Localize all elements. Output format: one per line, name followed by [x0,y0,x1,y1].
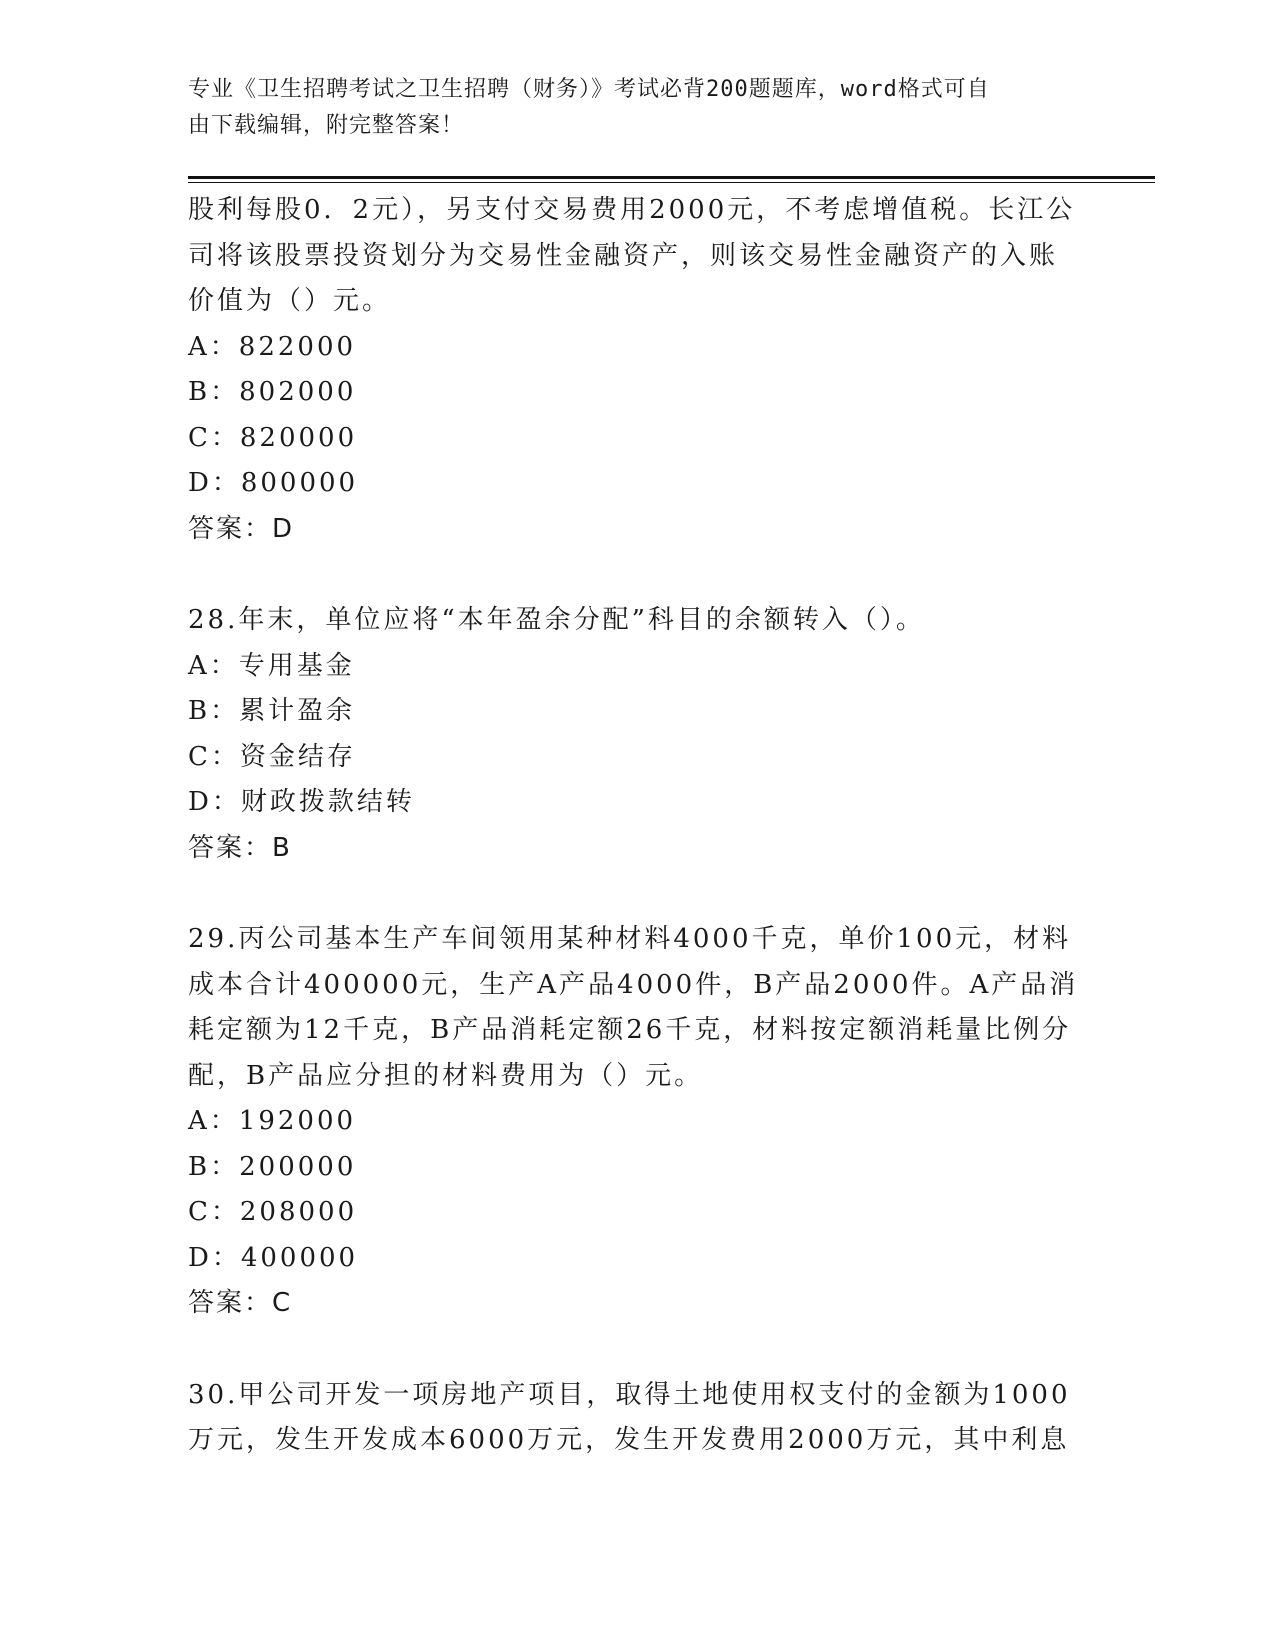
question-text-line: 司将该股票投资划分为交易性金融资产，则该交易性金融资产的入账 [188,240,1059,271]
answer-text: 答案：D [188,513,295,544]
question-text-line: 万元，发生开发成本6000万元，发生开发费用2000万元，其中利息 [188,1425,1070,1455]
question-text-line: 价值为（）元。 [188,286,392,316]
question-text-line: 30.甲公司开发一项房地产项目，取得土地使用权支付的金额为1000 [188,1379,1071,1410]
question-text-line: 耗定额为12千克，B产品消耗定额26千克，材料按定额消耗量比例分 [188,1015,1072,1045]
option-b: B：802000 [188,377,357,407]
option-a: A：192000 [188,1106,357,1136]
question-text-line: 配，B产品应分担的材料费用为（）元。 [188,1060,704,1091]
answer-text: 答案：C [188,1288,293,1318]
question-30 [188,1373,1098,1464]
document-header [188,72,1068,144]
question-28 [188,598,1098,871]
option-d: D：财政拨款结转 [188,787,415,817]
option-c: C：820000 [188,422,358,453]
question-29 [188,917,1098,1327]
option-a: A：822000 [188,331,357,362]
option-d: D：800000 [188,468,359,498]
question-text-line: 成本合计400000元，生产A产品4000件，B产品2000件。A产品消 [188,969,1079,1000]
option-c: C：资金结存 [188,741,356,772]
question-text-line: 股利每股0．2元），另支付交易费用2000元，不考虑增值税。长江公 [188,195,1076,225]
answer-text: 答案：B [188,832,292,863]
option-d: D：400000 [188,1242,359,1273]
header-line-1: 专业《卫生招聘考试之卫生招聘（财务）》考试必背200题题库，word格式可自 [188,77,990,102]
option-b: B：200000 [188,1151,357,1182]
question-text-line: 29.丙公司基本生产车间领用某种材料4000千克，单价100元，材料 [188,924,1072,954]
header-divider-thick [188,176,1155,179]
document-body [188,188,1098,1464]
option-c: C：208000 [188,1197,358,1227]
option-a: A：专用基金 [188,650,355,681]
question-text-line: 28.年末，单位应将“本年盈余分配”科目的余额转入（）。 [188,605,925,635]
question-27 [188,188,1098,552]
spacer [188,871,1098,917]
option-b: B：累计盈余 [188,696,356,726]
spacer [188,552,1098,598]
header-line-2: 由下载编辑，附完整答案！ [188,113,465,138]
spacer [188,1327,1098,1373]
header-divider-thin [188,182,1155,183]
